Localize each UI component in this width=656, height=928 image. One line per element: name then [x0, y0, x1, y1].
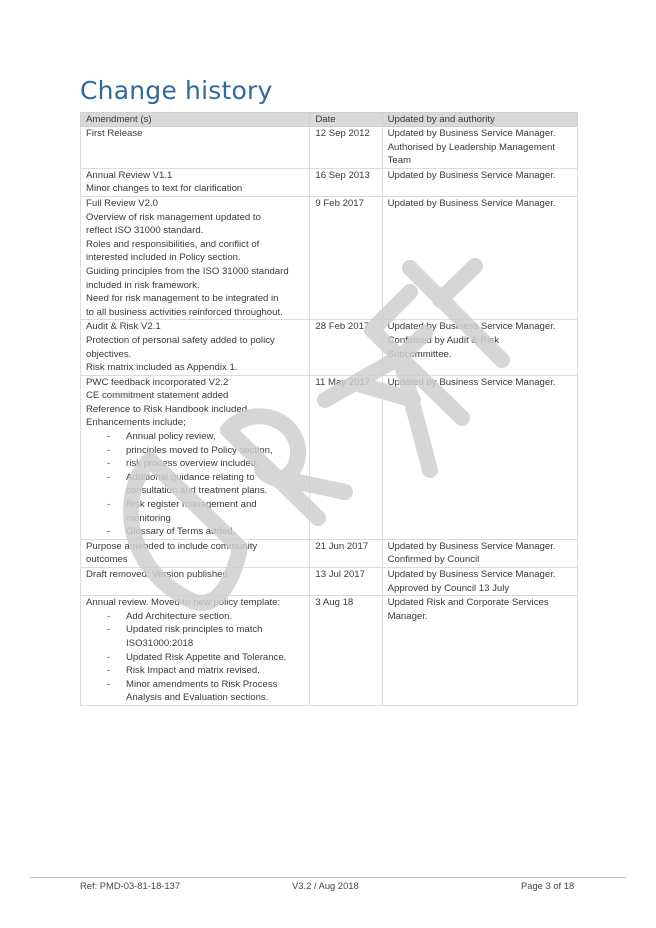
table-row: [81, 196, 578, 319]
list-item: - Additional guidance relating to consultation and treatment plans.: [86, 471, 304, 498]
amendment-line: Annual review. Moved to new policy template:: [86, 597, 281, 609]
updated-line: Updated by Business Service Manager.: [387, 169, 556, 181]
date-cell: 16 Sep 2013: [310, 168, 382, 196]
amendment-line: included in risk framework.: [86, 279, 200, 291]
list-item: - Glossary of Terms added.: [86, 525, 304, 539]
updated-line: Updated Risk and Corporate Services: [387, 597, 549, 609]
amendment-cell: [81, 320, 310, 375]
list-item: - Risk Impact and matrix revised.: [86, 664, 304, 678]
footer-page-number: Page 3 of 18: [521, 880, 575, 891]
amendment-line: objectives.: [86, 348, 132, 360]
updated-line: Updated by Business Service Manager.: [387, 540, 556, 552]
list-item: - principles moved to Policy section,: [86, 444, 304, 458]
review-list: [86, 610, 304, 705]
table-row: [81, 168, 578, 196]
amendment-line: Guiding principles from the ISO 31000 standard: [86, 265, 289, 277]
amendment-line: Draft removed. Version published: [86, 569, 228, 580]
updated-line: Confirmed by Audit & Risk: [387, 334, 500, 346]
date-cell: 3 Aug 18: [310, 596, 382, 706]
updated-line: Updated by Business Service Manager.: [387, 376, 556, 388]
amendment-line: First Release: [86, 128, 143, 139]
updated-by-cell: [382, 596, 577, 706]
updated-line: Updated by Business Service Manager.: [387, 569, 556, 580]
page-title: Change history: [80, 76, 273, 105]
amendment-line: interested included in Policy section.: [86, 252, 241, 264]
date-cell: 11 May 2017: [310, 375, 382, 539]
updated-by-cell: [382, 168, 577, 196]
list-item: - Updated Risk Appetite and Tolerance.: [86, 651, 304, 665]
updated-line: Approved by Council 13 July: [387, 582, 510, 594]
list-item: - Risk register management and monitoring: [86, 498, 304, 525]
footer-divider: [30, 877, 626, 878]
updated-line: Confirmed by Council: [387, 554, 480, 566]
enhancements-list: [86, 430, 304, 539]
updated-line: Updated by Business Service Manager.: [387, 321, 556, 333]
amendment-cell: [81, 596, 310, 706]
amendment-cell: [81, 196, 310, 319]
table-row: [81, 127, 578, 169]
amendment-line: PWC feedback incorporated V2.2: [86, 376, 229, 388]
amendment-line: Purpose amended to include community: [86, 540, 258, 552]
amendment-line: Full Review V2.0: [86, 197, 158, 209]
amendment-line: Roles and responsibilities, and conflict of: [86, 238, 260, 250]
change-history-table: [80, 112, 578, 706]
header-updated-by: Updated by and authority: [382, 113, 577, 127]
updated-by-cell: [382, 127, 577, 169]
amendment-cell: [81, 568, 310, 596]
updated-by-cell: [382, 539, 577, 567]
amendment-cell: [81, 168, 310, 196]
footer-version: V3.2 / Aug 2018: [292, 880, 359, 891]
table-header-row: [81, 113, 578, 127]
updated-by-cell: [382, 568, 577, 596]
date-cell: 21 Jun 2017: [310, 539, 382, 567]
table-row: [81, 568, 578, 596]
updated-by-cell: [382, 375, 577, 539]
amendment-cell: [81, 539, 310, 567]
amendment-line: Reference to Risk Handbook included.: [86, 403, 250, 415]
updated-line: Manager.: [387, 610, 428, 622]
amendment-line: Risk matrix included as Appendix 1.: [86, 362, 238, 374]
updated-line: Updated by Business Service Manager.: [387, 197, 556, 209]
amendment-line: to all business activities reinforced throughout.: [86, 306, 283, 318]
amendment-line: Protection of personal safety added to policy: [86, 334, 275, 346]
list-item: - risk process overview included,: [86, 457, 304, 471]
list-item: - Add Architecture section.: [86, 610, 304, 624]
date-cell: 28 Feb 2017: [310, 320, 382, 375]
amendment-line: Need for risk management to be integrated in: [86, 293, 279, 305]
amendment-line: Enhancements include;: [86, 417, 186, 429]
table-row: [81, 320, 578, 375]
amendment-line: CE commitment statement added: [86, 390, 229, 402]
amendment-line: Minor changes to text for clarification: [86, 183, 243, 195]
header-amendment: Amendment (s): [81, 113, 310, 127]
table-row: [81, 375, 578, 539]
updated-line: Authorised by Leadership Management: [387, 141, 556, 153]
amendment-line: reflect ISO 31000 standard.: [86, 225, 204, 237]
amendment-line: Overview of risk management updated to: [86, 211, 261, 223]
date-cell: 9 Feb 2017: [310, 196, 382, 319]
amendment-line: Annual Review V1.1: [86, 169, 173, 181]
updated-line: Updated by Business Service Manager.: [387, 128, 556, 139]
amendment-cell: [81, 375, 310, 539]
footer-reference: Ref: PMD-03-81-18-137: [80, 880, 181, 891]
amendment-line: Audit & Risk V2.1: [86, 321, 161, 333]
updated-by-cell: [382, 320, 577, 375]
table-row: [81, 596, 578, 706]
updated-by-cell: [382, 196, 577, 319]
amendment-line: outcomes: [86, 554, 128, 566]
amendment-cell: [81, 127, 310, 169]
list-item: - Annual policy review,: [86, 430, 304, 444]
list-item: - Updated risk principles to match ISO31000:2018: [86, 623, 304, 650]
header-date: Date: [310, 113, 382, 127]
list-item: - Minor amendments to Risk Process Analysis and Evaluation sections.: [86, 678, 304, 705]
date-cell: 12 Sep 2012: [310, 127, 382, 169]
table-row: [81, 539, 578, 567]
date-cell: 13 Jul 2017: [310, 568, 382, 596]
updated-line: Subcommittee.: [387, 348, 452, 360]
updated-line: Team: [387, 155, 412, 167]
